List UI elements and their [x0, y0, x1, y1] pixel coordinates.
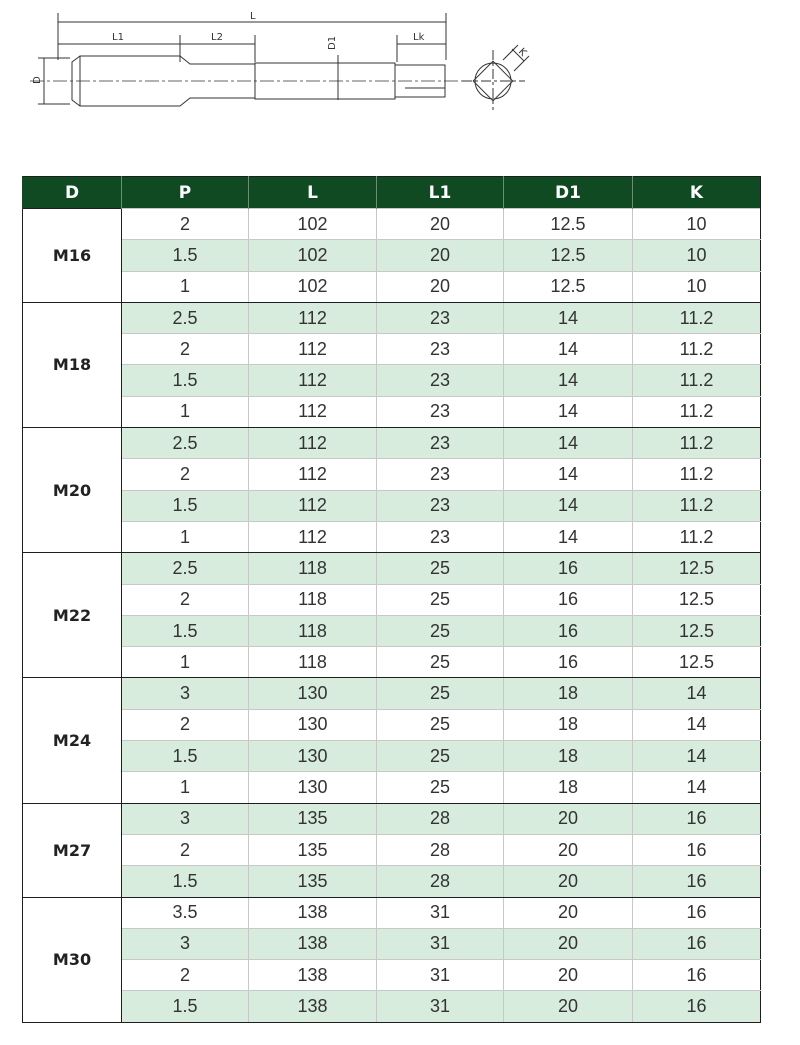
d1-cell: 20 [504, 928, 633, 959]
length-cell: 112 [249, 428, 377, 459]
table-row [23, 866, 761, 897]
table-row [23, 991, 761, 1022]
d1-cell: 12.5 [504, 271, 633, 302]
pitch-cell: 1 [122, 772, 249, 803]
col-header-k: K [633, 177, 761, 209]
diameter-cell: M22 [23, 553, 122, 678]
length-cell: 112 [249, 490, 377, 521]
l1-cell: 31 [377, 897, 504, 928]
col-header-p: P [122, 177, 249, 209]
pitch-cell: 2 [122, 709, 249, 740]
diameter-cell: M18 [23, 302, 122, 427]
l1-cell: 23 [377, 334, 504, 365]
l1-cell: 28 [377, 834, 504, 865]
k-cell: 16 [633, 991, 761, 1022]
l1-cell: 31 [377, 991, 504, 1022]
table-row [23, 365, 761, 396]
length-cell: 138 [249, 991, 377, 1022]
d1-cell: 14 [504, 459, 633, 490]
col-header-l: L [249, 177, 377, 209]
table-row [23, 553, 761, 584]
table-row [23, 490, 761, 521]
k-cell: 16 [633, 866, 761, 897]
length-cell: 112 [249, 396, 377, 427]
length-cell: 118 [249, 647, 377, 678]
length-cell: 102 [249, 209, 377, 240]
d1-cell: 14 [504, 490, 633, 521]
table-row [23, 396, 761, 427]
d1-cell: 12.5 [504, 209, 633, 240]
table-row [23, 741, 761, 772]
pitch-cell: 2.5 [122, 428, 249, 459]
l1-cell: 20 [377, 209, 504, 240]
d1-cell: 14 [504, 365, 633, 396]
l1-cell: 25 [377, 615, 504, 646]
k-cell: 11.2 [633, 521, 761, 552]
k-cell: 11.2 [633, 459, 761, 490]
pitch-cell: 1.5 [122, 240, 249, 271]
length-cell: 135 [249, 834, 377, 865]
diameter-cell: M27 [23, 803, 122, 897]
pitch-cell: 1.5 [122, 365, 249, 396]
length-cell: 135 [249, 803, 377, 834]
dim-label-D: D [32, 76, 43, 84]
table-row [23, 834, 761, 865]
k-cell: 16 [633, 897, 761, 928]
diameter-cell: M30 [23, 897, 122, 1022]
table-row [23, 678, 761, 709]
pitch-cell: 3 [122, 928, 249, 959]
length-cell: 112 [249, 521, 377, 552]
pitch-cell: 1 [122, 647, 249, 678]
length-cell: 130 [249, 741, 377, 772]
table-row [23, 772, 761, 803]
pitch-cell: 2 [122, 209, 249, 240]
pitch-cell: 2 [122, 459, 249, 490]
l1-cell: 20 [377, 240, 504, 271]
l1-cell: 23 [377, 302, 504, 333]
table-row [23, 521, 761, 552]
length-cell: 112 [249, 302, 377, 333]
length-cell: 118 [249, 615, 377, 646]
length-cell: 138 [249, 897, 377, 928]
table-row [23, 459, 761, 490]
d1-cell: 16 [504, 584, 633, 615]
length-cell: 130 [249, 678, 377, 709]
diameter-cell: M20 [23, 428, 122, 553]
pitch-cell: 2 [122, 584, 249, 615]
k-cell: 12.5 [633, 615, 761, 646]
pitch-cell: 2 [122, 834, 249, 865]
length-cell: 102 [249, 240, 377, 271]
pitch-cell: 3 [122, 803, 249, 834]
length-cell: 135 [249, 866, 377, 897]
d1-cell: 16 [504, 553, 633, 584]
d1-cell: 14 [504, 396, 633, 427]
pitch-cell: 1.5 [122, 615, 249, 646]
l1-cell: 28 [377, 866, 504, 897]
k-cell: 14 [633, 772, 761, 803]
k-cell: 12.5 [633, 647, 761, 678]
col-header-d: D [23, 177, 122, 209]
length-cell: 130 [249, 709, 377, 740]
k-cell: 11.2 [633, 428, 761, 459]
d1-cell: 20 [504, 960, 633, 991]
k-cell: 11.2 [633, 302, 761, 333]
d1-cell: 20 [504, 866, 633, 897]
diameter-cell: M24 [23, 678, 122, 803]
k-cell: 16 [633, 834, 761, 865]
k-cell: 11.2 [633, 490, 761, 521]
d1-cell: 12.5 [504, 240, 633, 271]
length-cell: 102 [249, 271, 377, 302]
pitch-cell: 1 [122, 396, 249, 427]
l1-cell: 23 [377, 521, 504, 552]
pitch-cell: 2.5 [122, 553, 249, 584]
table-row [23, 240, 761, 271]
l1-cell: 25 [377, 772, 504, 803]
d1-cell: 18 [504, 741, 633, 772]
l1-cell: 31 [377, 928, 504, 959]
d1-cell: 18 [504, 678, 633, 709]
l1-cell: 23 [377, 396, 504, 427]
d1-cell: 20 [504, 803, 633, 834]
table-row [23, 615, 761, 646]
table-row [23, 302, 761, 333]
pitch-cell: 1.5 [122, 991, 249, 1022]
table-row [23, 709, 761, 740]
k-cell: 14 [633, 678, 761, 709]
l1-cell: 25 [377, 647, 504, 678]
pitch-cell: 1.5 [122, 490, 249, 521]
pitch-cell: 1.5 [122, 741, 249, 772]
table-row [23, 271, 761, 302]
length-cell: 112 [249, 365, 377, 396]
length-cell: 118 [249, 584, 377, 615]
pitch-cell: 2 [122, 334, 249, 365]
l1-cell: 23 [377, 365, 504, 396]
dim-label-L: L [250, 11, 256, 22]
d1-cell: 18 [504, 709, 633, 740]
k-cell: 10 [633, 209, 761, 240]
l1-cell: 28 [377, 803, 504, 834]
k-cell: 10 [633, 240, 761, 271]
dim-label-D1: D1 [327, 35, 338, 50]
d1-cell: 14 [504, 302, 633, 333]
tap-specification-table [22, 176, 761, 1023]
k-cell: 12.5 [633, 553, 761, 584]
l1-cell: 31 [377, 960, 504, 991]
d1-cell: 16 [504, 615, 633, 646]
d1-cell: 20 [504, 834, 633, 865]
l1-cell: 23 [377, 428, 504, 459]
length-cell: 138 [249, 928, 377, 959]
pitch-cell: 1.5 [122, 866, 249, 897]
table-row [23, 209, 761, 240]
dim-label-K: K [515, 46, 529, 59]
length-cell: 130 [249, 772, 377, 803]
table-row [23, 897, 761, 928]
k-cell: 11.2 [633, 334, 761, 365]
d1-cell: 20 [504, 897, 633, 928]
length-cell: 112 [249, 334, 377, 365]
pitch-cell: 3.5 [122, 897, 249, 928]
d1-cell: 14 [504, 521, 633, 552]
table-row [23, 428, 761, 459]
d1-cell: 14 [504, 428, 633, 459]
k-cell: 11.2 [633, 365, 761, 396]
k-cell: 16 [633, 803, 761, 834]
d1-cell: 14 [504, 334, 633, 365]
diameter-cell: M16 [23, 209, 122, 303]
l1-cell: 25 [377, 741, 504, 772]
d1-cell: 16 [504, 647, 633, 678]
pitch-cell: 3 [122, 678, 249, 709]
table-row [23, 584, 761, 615]
length-cell: 118 [249, 553, 377, 584]
pitch-cell: 1 [122, 271, 249, 302]
table-row [23, 960, 761, 991]
pitch-cell: 1 [122, 521, 249, 552]
k-cell: 12.5 [633, 584, 761, 615]
k-cell: 11.2 [633, 396, 761, 427]
tap-technical-drawing [0, 0, 800, 130]
pitch-cell: 2.5 [122, 302, 249, 333]
dim-label-L2: L2 [211, 32, 223, 43]
length-cell: 138 [249, 960, 377, 991]
k-cell: 14 [633, 709, 761, 740]
length-cell: 112 [249, 459, 377, 490]
dim-label-Lk: Lk [413, 32, 425, 43]
table-header-row [23, 177, 761, 209]
dim-label-L1: L1 [112, 32, 124, 43]
l1-cell: 25 [377, 678, 504, 709]
l1-cell: 20 [377, 271, 504, 302]
l1-cell: 23 [377, 459, 504, 490]
col-header-l1: L1 [377, 177, 504, 209]
l1-cell: 25 [377, 584, 504, 615]
table-row [23, 334, 761, 365]
table-row [23, 647, 761, 678]
l1-cell: 23 [377, 490, 504, 521]
pitch-cell: 2 [122, 960, 249, 991]
k-cell: 16 [633, 960, 761, 991]
col-header-d1: D1 [504, 177, 633, 209]
d1-cell: 20 [504, 991, 633, 1022]
table-row [23, 803, 761, 834]
k-cell: 14 [633, 741, 761, 772]
k-cell: 16 [633, 928, 761, 959]
l1-cell: 25 [377, 553, 504, 584]
l1-cell: 25 [377, 709, 504, 740]
k-cell: 10 [633, 271, 761, 302]
d1-cell: 18 [504, 772, 633, 803]
table-row [23, 928, 761, 959]
